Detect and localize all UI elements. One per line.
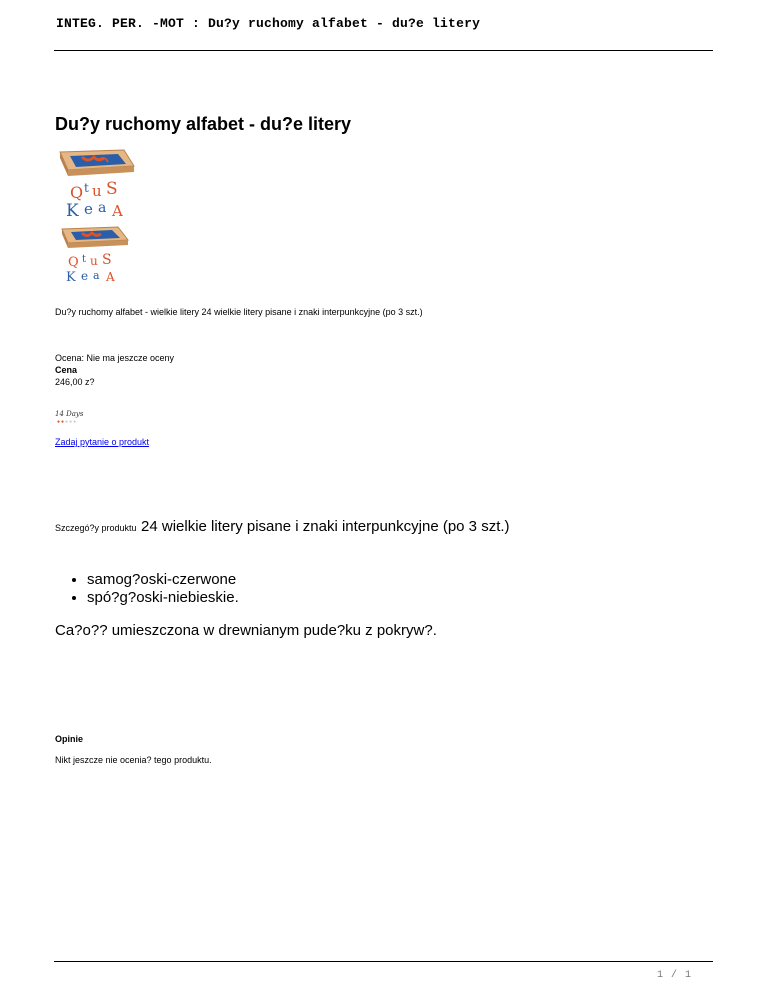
badge-text: 14 Days: [55, 410, 84, 418]
svg-text:t: t: [84, 181, 89, 195]
footer-divider: [54, 961, 713, 962]
svg-text:Q: Q: [70, 183, 84, 202]
price-value: 246,00 z?: [55, 377, 95, 387]
page-number: 1 / 1: [656, 970, 692, 981]
reviews-heading: Opinie: [55, 734, 84, 744]
details-label: Szczegó?y produktu: [55, 523, 137, 533]
svg-text:A: A: [112, 202, 123, 220]
svg-text:A: A: [106, 270, 115, 284]
product-title: Du?y ruchomy alfabet - du?e litery: [55, 114, 352, 134]
svg-text:S: S: [102, 252, 112, 268]
details-bullet-list: [75, 571, 239, 607]
product-image-thumbnail[interactable]: [54, 224, 136, 284]
svg-text:Q: Q: [68, 255, 79, 270]
svg-text:t: t: [82, 254, 87, 265]
ask-question-link[interactable]: Zadaj pytanie o produkt: [55, 437, 150, 447]
svg-text:u: u: [90, 254, 98, 268]
svg-text:a: a: [93, 269, 100, 282]
details-note: Ca?o?? umieszczona w drewnianym pude?ku z pokryw?.: [55, 622, 437, 639]
svg-text:K: K: [66, 201, 79, 221]
document-header-title: INTEG. PER. -MOT : Du?y ruchomy alfabet - du?e litery: [56, 16, 481, 31]
svg-text:e: e: [81, 269, 89, 283]
reviews-empty-message: Nikt jeszcze nie ocenia? tego produktu.: [55, 755, 212, 765]
price-label: Cena: [55, 365, 78, 375]
svg-text:u: u: [92, 182, 102, 200]
list-item: • spó?g?oski-niebieskie.: [87, 589, 239, 607]
badge-dots-icon: ●●●●●: [57, 419, 78, 425]
svg-text:S: S: [106, 179, 118, 199]
product-details: [55, 518, 510, 536]
svg-text:a: a: [98, 200, 107, 216]
list-item: • samog?oski-czerwone: [87, 571, 239, 589]
product-short-description: Du?y ruchomy alfabet - wielkie litery 24 wielkie litery pisane i znaki interpunkcyjne (po 3 szt.): [55, 307, 423, 317]
svg-text:e: e: [84, 200, 93, 218]
product-image-main[interactable]: [54, 146, 136, 222]
header-divider: [54, 50, 713, 51]
svg-text:K: K: [66, 270, 76, 284]
product-rating: Ocena: Nie ma jeszcze oceny: [55, 353, 175, 363]
details-text: 24 wielkie litery pisane i znaki interpunkcyjne (po 3 szt.): [141, 518, 510, 535]
return-policy-badge-icon: [55, 410, 95, 426]
